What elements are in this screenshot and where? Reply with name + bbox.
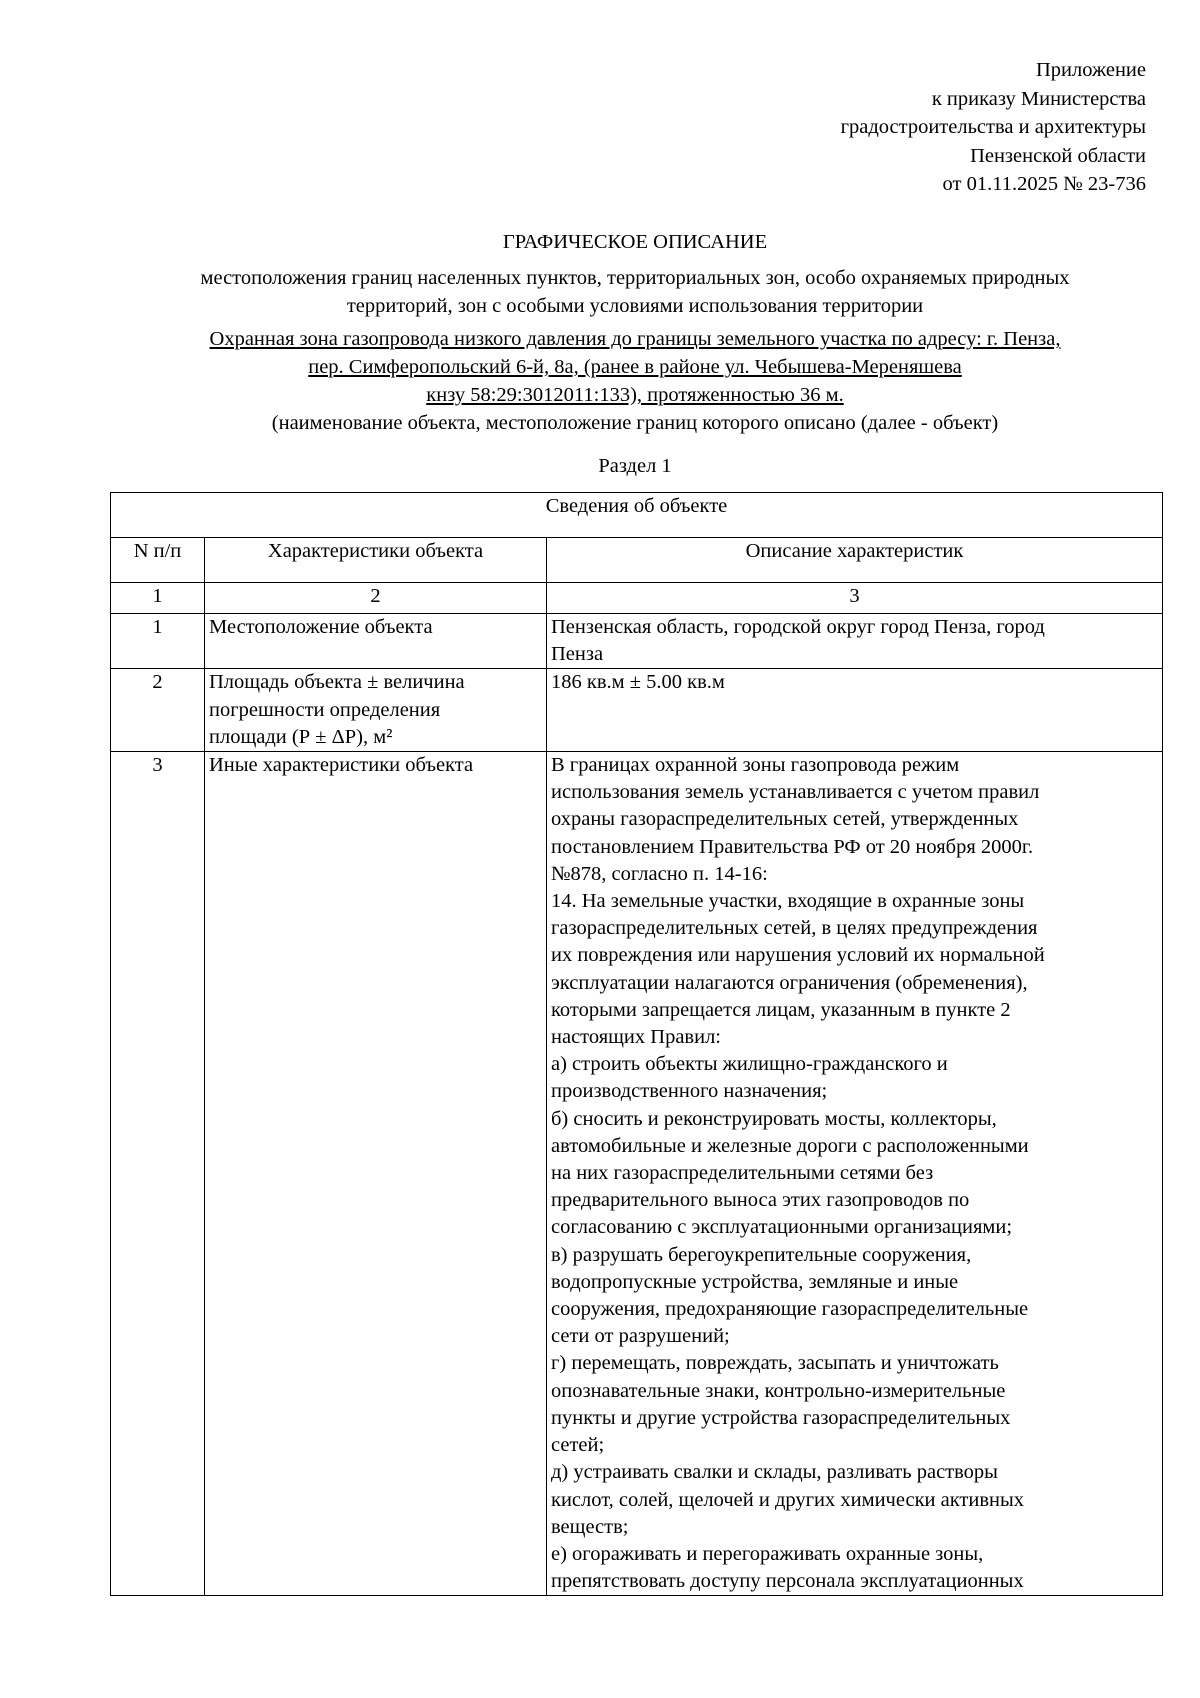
description-line: в) разрушать берегоукрепительные сооружения, — [551, 1243, 972, 1266]
subtitle-line: местоположения границ населенных пунктов, территориальных зон, особо охраняемых природных — [200, 267, 1070, 289]
description-line: опознавательные знаки, контрольно-измерительные — [551, 1379, 1006, 1402]
description-line: согласованию с эксплуатационными организациями; — [551, 1216, 1013, 1239]
appendix-line: градостроительства и архитектуры — [840, 116, 1146, 138]
table-header-row — [111, 538, 1163, 583]
description-line: 186 кв.м ± 5.00 кв.м — [551, 671, 725, 694]
description-line: №878, согласно п. 14-16: — [551, 862, 768, 885]
object-name-line: Охранная зона газопровода низкого давления до границы земельного участка по адресу: г. Пенза, — [209, 328, 1061, 350]
table-row — [111, 669, 1163, 752]
description-line: предварительного выноса этих газопроводов по — [551, 1189, 970, 1212]
object-name-caption: (наименование объекта, местоположение границ которого описано (далее - объект) — [271, 412, 999, 434]
title-block — [110, 228, 1160, 437]
description-line: д) устраивать свалки и склады, разливать растворы — [551, 1461, 998, 1484]
header-number: N п/п — [111, 538, 205, 583]
row-characteristic — [205, 669, 547, 752]
column-number: 3 — [547, 583, 1163, 614]
row-number: 1 — [111, 614, 205, 669]
description-line: на них газораспределительными сетями без — [551, 1162, 934, 1185]
description-line: г) перемещать, повреждать, засыпать и уничтожать — [551, 1352, 999, 1375]
description-line: постановлением Правительства РФ от 20 ноября 2000г. — [551, 835, 1034, 858]
description-line: эксплуатации налагаются ограничения (обременения), — [551, 971, 1028, 994]
description-line: веществ; — [551, 1515, 629, 1538]
object-name-line: пер. Симферопольский 6-й, 8а, (ранее в районе ул. Чебышева-Мереняшева — [308, 356, 962, 378]
row-characteristic — [205, 752, 547, 1596]
object-info-table — [110, 492, 1163, 1596]
object-name — [110, 325, 1160, 409]
description-line: которыми запрещается лицам, указанным в пункте 2 — [551, 998, 1011, 1021]
description-line: их повреждения или нарушения условий их нормальной — [551, 944, 1045, 967]
description-line: сети от разрушений; — [551, 1325, 730, 1348]
row-number: 3 — [111, 752, 205, 1596]
description-line: б) сносить и реконструировать мосты, коллекторы, — [551, 1107, 997, 1130]
description-line: пункты и другие устройства газораспределительных — [551, 1406, 1011, 1429]
appendix-block — [841, 56, 1146, 199]
row-description — [547, 752, 1163, 1596]
table-row — [111, 614, 1163, 669]
column-number-row — [111, 583, 1163, 614]
description-line: е) огораживать и перегораживать охранные зоны, — [551, 1542, 984, 1565]
row-description — [547, 614, 1163, 669]
header-characteristic: Характеристики объекта — [205, 538, 547, 583]
description-line: водопропускные устройства, земляные и иные — [551, 1270, 959, 1293]
description-line: автомобильные и железные дороги с расположенными — [551, 1134, 1029, 1157]
appendix-line: к приказу Министерства — [931, 87, 1146, 110]
header-description: Описание характеристик — [547, 538, 1163, 583]
description-line: 14. На земельные участки, входящие в охранные зоны — [551, 890, 1025, 913]
description-line: Пенза — [551, 643, 604, 666]
appendix-line: Приложение — [1035, 59, 1146, 81]
description-line: использования земель устанавливается с учетом правил — [551, 781, 1040, 804]
description-line: Пензенская область, городской округ город Пенза, город — [551, 616, 1045, 638]
description-line: В границах охранной зоны газопровода режим — [551, 754, 960, 777]
description-line: сооружения, предохраняющие газораспределительные — [551, 1298, 1029, 1321]
row-number: 2 — [111, 669, 205, 752]
object-name-line: кнзу 58:29:3012011:133), протяженностью 36 м. — [426, 384, 844, 406]
appendix-line: Пензенской области — [970, 144, 1146, 167]
characteristic-line: погрешности определения — [209, 698, 441, 721]
section-label: Раздел 1 — [598, 455, 672, 477]
column-number: 2 — [205, 583, 547, 614]
table-row — [111, 752, 1163, 1596]
table-caption: Сведения об объекте — [111, 493, 1163, 538]
document-subtitle — [110, 264, 1160, 320]
appendix-order-date-number: от 01.11.2025 № 23-736 — [942, 173, 1146, 195]
table-caption-row — [111, 493, 1163, 538]
subtitle-line: территорий, зон с особыми условиями использования территории — [346, 295, 924, 317]
description-line: настоящих Правил: — [551, 1026, 722, 1049]
description-line: сетей; — [551, 1434, 605, 1457]
description-line: производственного назначения; — [551, 1080, 828, 1103]
characteristic-line: Местоположение объекта — [209, 616, 433, 638]
row-description — [547, 669, 1163, 752]
description-line: охраны газораспределительных сетей, утвержденных — [551, 808, 1019, 831]
description-line: а) строить объекты жилищно-гражданского и — [551, 1053, 948, 1076]
column-number: 1 — [111, 583, 205, 614]
row-characteristic — [205, 614, 547, 669]
characteristic-line: Площадь объекта ± величина — [209, 671, 465, 694]
description-line: газораспределительных сетей, в целях предупреждения — [551, 917, 1038, 940]
characteristic-line: площади (Р ± ΔР), м² — [209, 725, 393, 748]
description-line: кислот, солей, щелочей и других химически активных — [551, 1488, 1025, 1511]
document-title: ГРАФИЧЕСКОЕ ОПИСАНИЕ — [502, 231, 768, 253]
characteristic-line: Иные характеристики объекта — [209, 754, 474, 777]
description-line: препятствовать доступу персонала эксплуатационных — [551, 1570, 1024, 1593]
